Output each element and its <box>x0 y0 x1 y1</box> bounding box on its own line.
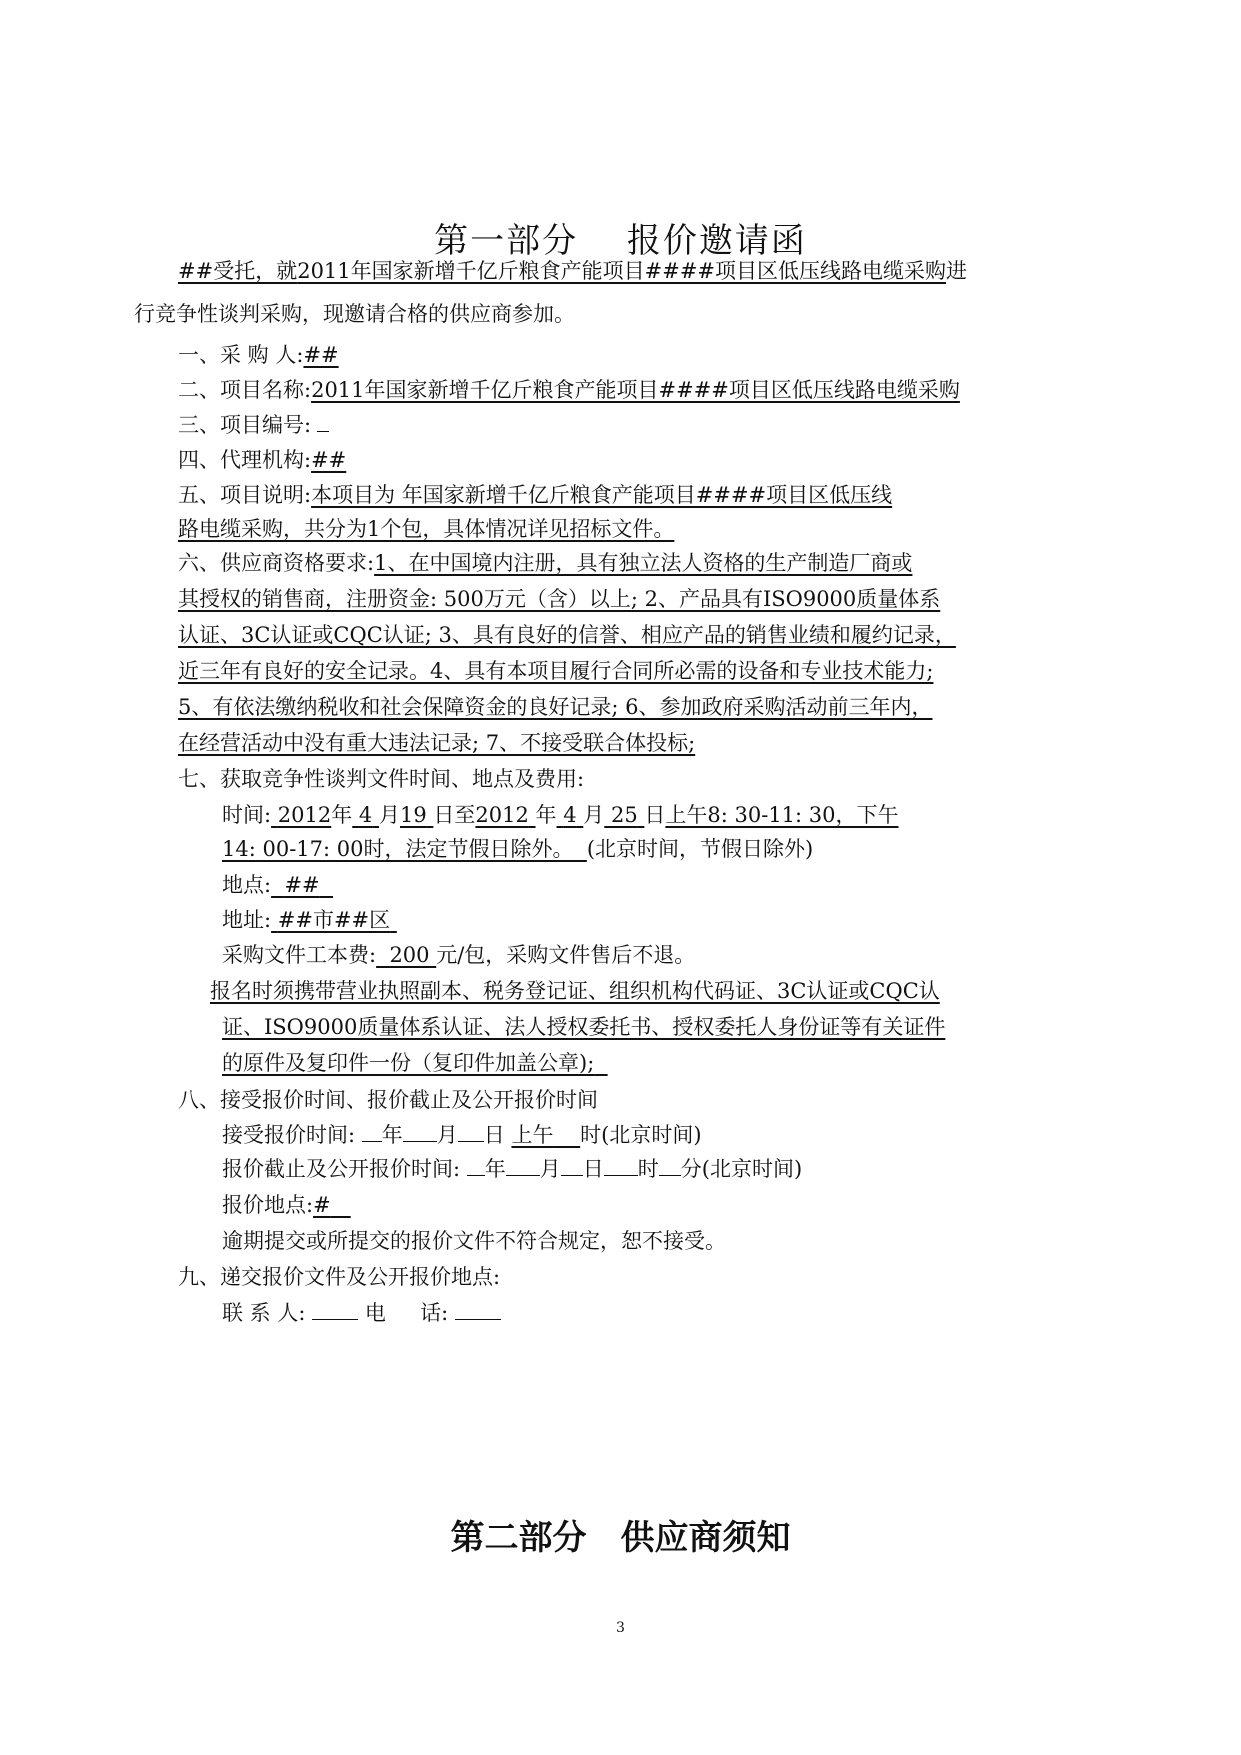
section-title: 第一部分 报价邀请函 <box>434 221 807 261</box>
client-name: ##受托，就 <box>178 259 298 283</box>
deadline-hour-blank <box>604 1155 638 1176</box>
agency-row <box>178 445 346 475</box>
quote-place-value: # <box>313 1193 331 1217</box>
obtain-heading: 七、获取竞争性谈判文件时间、地点及费用: <box>178 767 585 791</box>
buyer-label: 一、采 购 人: <box>178 343 304 367</box>
end-day: 25 <box>610 803 638 827</box>
contact-row: 联 系 人: 电 话: <box>222 1298 501 1328</box>
buyer-value: ## <box>303 343 339 367</box>
place-row: 地点: ## <box>222 873 320 897</box>
project-code-label: 三、项目编号: <box>178 413 312 437</box>
section-2-title: 第二部分 供应商须知 <box>450 1518 791 1558</box>
buyer-row <box>178 340 339 370</box>
qualification-line-2: 其授权的销售商，注册资金: 500万元（含）以上; 2、产品具有ISO9000质量体系 <box>178 587 941 611</box>
deadline-row: 报价截止及公开报价时间: 年 月 日 时 分(北京时间) <box>222 1157 803 1181</box>
description-label: 五、项目说明: <box>178 483 312 507</box>
fee-row: 采购文件工本费: 200 元/包，采购文件售后不退。 <box>222 943 696 967</box>
accept-year-blank <box>362 1121 382 1142</box>
intro-line-2: 行竞争性谈判采购，现邀请合格的供应商参加。 <box>134 302 575 326</box>
accept-quote-row: 接受报价时间: 年 月 日 上午 时(北京时间) <box>222 1123 702 1147</box>
qualification-row <box>178 548 912 578</box>
intro-line-1 <box>178 256 967 286</box>
quote-heading: 八、接受报价时间、报价截止及公开报价时间 <box>178 1088 598 1112</box>
deadline-minute-blank <box>659 1155 681 1176</box>
deadline-year-blank <box>467 1155 485 1176</box>
submit-heading: 九、递交报价文件及公开报价地点: <box>178 1265 501 1289</box>
time-row-2: 14: 00-17: 00时，法定节假日除外。 (北京时间，节假日除外) <box>222 837 814 861</box>
late-note: 逾期提交或所提交的报价文件不符合规定，恕不接受。 <box>222 1229 726 1253</box>
accept-day-blank <box>458 1121 484 1142</box>
project-name-label: 二、项目名称: <box>178 378 312 402</box>
deadline-month-blank <box>506 1155 540 1176</box>
intro-continuation: 进 <box>946 259 968 283</box>
place-value: ## <box>284 873 320 897</box>
qualification-label: 六、供应商资格要求: <box>178 551 375 575</box>
registration-line-3: 的原件及复印件一份（复印件加盖公章); <box>222 1051 595 1075</box>
registration-line-1: 报名时须携带营业执照副本、税务登记证、组织机构代码证、3C认证或CQC认 <box>210 979 940 1003</box>
project-name-row <box>178 375 960 405</box>
deadline-day-blank <box>561 1155 583 1176</box>
start-month: 4 <box>358 803 373 827</box>
time-row: 时间: 2012年 4 月19 日至2012 年 4 月 25 日上午8: 30-11: 30，下午 <box>222 803 899 827</box>
address-row: 地址: ##市##区 <box>222 908 391 932</box>
agency-label: 四、代理机构: <box>178 448 312 472</box>
description-row <box>178 480 892 510</box>
description-line-1: 本项目为 年国家新增千亿斤粮食产能项目####项目区低压线 <box>311 483 893 507</box>
quote-place-row: 报价地点:# <box>222 1193 331 1217</box>
page-number: 3 <box>616 1620 625 1636</box>
contact-blank <box>312 1299 358 1320</box>
phone-blank <box>455 1299 501 1320</box>
time-note: (北京时间，节假日除外) <box>586 837 814 861</box>
project-name-inline: 2011年国家新增千亿斤粮食产能项目####项目区低压线路电缆采购 <box>297 259 947 283</box>
accept-month-blank <box>403 1121 437 1142</box>
end-year: 2012 <box>475 803 529 827</box>
project-name-value: 2011年国家新增千亿斤粮食产能项目####项目区低压线路电缆采购 <box>311 378 960 402</box>
agency-value: ## <box>311 448 347 472</box>
qualification-line-3: 认证、3C认证或CQC认证; 3、具有良好的信誉、相应产品的销售业绩和履约记录， <box>178 623 956 647</box>
fee-value: 200 <box>389 943 430 967</box>
project-code-row <box>178 410 329 440</box>
start-year: 2012 <box>277 803 332 827</box>
registration-line-2: 证、ISO9000质量体系认证、法人授权委托书、授权委托人身份证等有关证件 <box>222 1015 946 1039</box>
address-value: ##市##区 <box>277 908 391 932</box>
qualification-line-1: 1、在中国境内注册，具有独立法人资格的生产制造厂商或 <box>374 551 913 575</box>
end-month: 4 <box>563 803 577 827</box>
office-hours: 上午8: 30-11: 30，下午 <box>665 803 899 827</box>
qualification-line-6: 在经营活动中没有重大违法记录; 7、不接受联合体投标; <box>178 731 696 755</box>
start-day: 19 <box>399 803 427 827</box>
project-code-blank <box>317 411 329 432</box>
description-line-2: 路电缆采购，共分为1个包，具体情况详见招标文件。 <box>178 517 675 541</box>
qualification-line-5: 5、有依法缴纳税收和社会保障资金的良好记录; 6、参加政府采购活动前三年内， <box>178 695 933 719</box>
qualification-line-4: 近三年有良好的安全记录。4、具有本项目履行合同所必需的设备和专业技术能力; <box>178 659 934 683</box>
